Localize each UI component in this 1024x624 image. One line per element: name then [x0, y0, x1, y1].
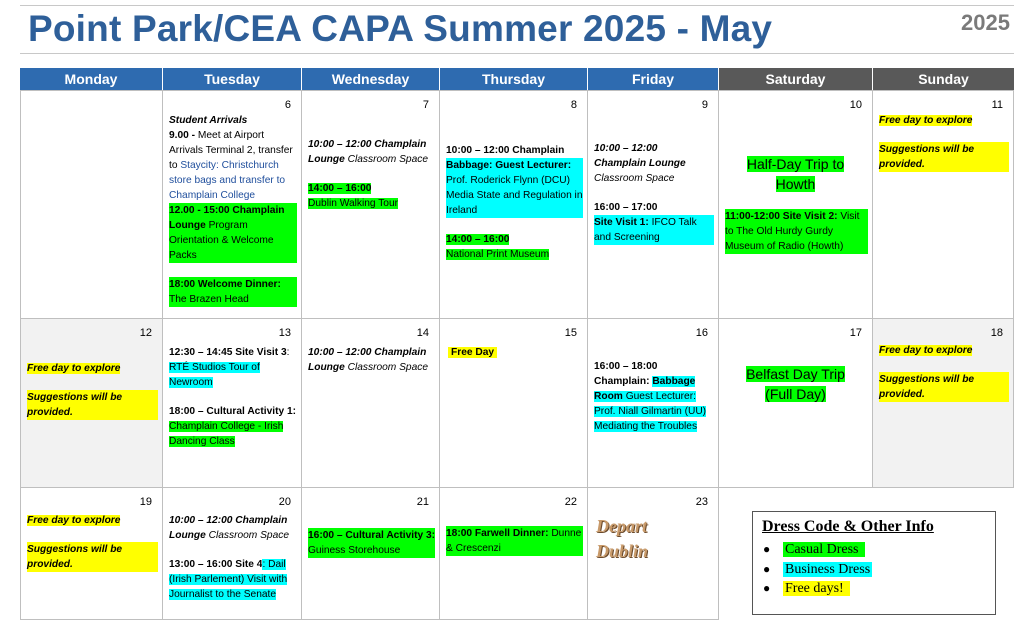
date-number: 18 [990, 327, 1003, 339]
event-text: IFCO Talk and Screening [594, 217, 697, 243]
day-cell-12 [20, 318, 163, 488]
event-text: Dunne & Crescenzi [446, 528, 582, 554]
day-cell-7 [301, 90, 440, 319]
day-events: 16:00 – 18:00 Champlain: Babbage Room Guest Lecturer: Prof. Niall Gilmartin (UU) Mediating the Troubles [594, 359, 714, 434]
suggestions-text: Suggestions will be provided. [879, 142, 1009, 172]
day-cell-23 [587, 487, 719, 620]
day-events [27, 513, 158, 572]
depart-dublin-text: Depart Dublin [596, 516, 649, 561]
day-events [879, 343, 1009, 402]
event-text: Classroom Space [594, 173, 675, 184]
day-cell-15 [439, 318, 588, 488]
event-time: 10:00 – 12:00 Champlain [446, 145, 565, 156]
day-events [308, 528, 435, 558]
event-time: 10:00 – 12:00 [594, 143, 658, 154]
day-header-sunday: Sunday [873, 68, 1014, 90]
bullet-icon: ● [763, 542, 771, 556]
event-text: National Print Museum [446, 249, 550, 260]
date-number: 13 [278, 327, 291, 339]
event-text: Prof. Roderick Flynn (DCU) Media State and Regulation in Ireland [446, 175, 583, 216]
day-cell-16 [587, 318, 719, 488]
list-item: ● Business Dress [763, 561, 871, 577]
event-link[interactable]: Staycity: Christchurch store bags and transfer to Champlain College [169, 160, 286, 201]
date-number: 14 [416, 327, 429, 339]
dress-code-title: Dress Code & Other Info [762, 518, 934, 535]
event-text: Meet at Airport Arrivals Terminal 2, transfer to [169, 130, 293, 171]
day-header-thursday: Thursday [440, 68, 587, 90]
day-events [308, 345, 435, 375]
day-cell-18 [872, 318, 1014, 488]
day-cell-8 [439, 90, 588, 319]
event-time: 9.00 - [169, 130, 196, 141]
event-text: Classroom Space [344, 362, 429, 373]
event-text: Babbage: Guest Lecturer: [446, 160, 572, 171]
event-text: The Brazen Head [169, 294, 249, 305]
date-number: 16 [695, 327, 708, 339]
event-text: Program Orientation & Welcome Packs [169, 220, 274, 261]
date-number: 7 [422, 99, 429, 111]
day-cell-10 [718, 90, 873, 319]
suggestions-text: Suggestions will be provided. [27, 542, 158, 572]
date-number: 10 [849, 99, 862, 111]
day-cell-empty [20, 90, 163, 319]
bullet-icon: ● [763, 561, 771, 576]
trip-title: Belfast Day Trip (Full Day) [746, 366, 845, 402]
event-text: Classroom Space [205, 530, 290, 541]
event-time: 10:00 – 12:00 Champlain Lounge [308, 139, 427, 165]
free-day-text: Free day to explore [879, 345, 973, 356]
day-events [169, 113, 297, 307]
page-title: Point Park/CEA CAPA Summer 2025 - May [28, 8, 773, 49]
event-time: 12:30 – 14:45 Site Visit 3 [169, 347, 287, 358]
day-header-tuesday: Tuesday [163, 68, 301, 90]
event-time: 13:00 – 16:00 Site 4 [169, 559, 263, 570]
event-time: 11:00-12:00 Site Visit 2: [725, 211, 838, 222]
year-label: 2025 [961, 10, 1010, 35]
date-number: 21 [416, 496, 429, 508]
event-text: Site Visit 1: [594, 217, 649, 228]
event-text: Champlain Lounge [594, 158, 686, 169]
event-time: 18:00 Welcome Dinner: [169, 279, 281, 290]
list-item: ● Free days! [763, 579, 872, 599]
date-number: 11 [991, 99, 1003, 111]
dress-code-box [752, 511, 996, 615]
day-cell-6 [162, 90, 302, 319]
day-header-wednesday: Wednesday [302, 68, 439, 90]
trip-title: Half-Day Trip to Howth [746, 156, 845, 192]
event-text: Guiness Storehouse [308, 545, 401, 556]
free-day-text: Free Day [448, 347, 497, 358]
suggestions-text: Suggestions will be provided. [27, 390, 158, 420]
event-time: 12.00 - 15:00 Champlain Lounge [169, 205, 285, 231]
bullet-icon: ● [763, 581, 771, 595]
day-events [594, 141, 714, 245]
event-text: Student Arrivals [169, 115, 248, 126]
date-number: 19 [139, 496, 152, 508]
event-time: 16:00 – 18:00 [594, 361, 658, 372]
day-cell-13 [162, 318, 302, 488]
day-cell-20 [162, 487, 302, 620]
day-events [446, 143, 583, 262]
day-header-monday: Monday [20, 68, 162, 90]
day-cell-19 [20, 487, 163, 620]
free-day-text: Free day to explore [27, 363, 121, 374]
day-cell-9 [587, 90, 719, 319]
day-events [308, 137, 435, 211]
day-events [448, 345, 583, 360]
date-number: 12 [139, 327, 152, 339]
date-number: 6 [284, 99, 291, 111]
date-number: 8 [570, 99, 577, 111]
day-header-saturday: Saturday [719, 68, 872, 90]
top-rule [20, 5, 1014, 6]
event-text: RTÉ Studios Tour of Newroom [169, 362, 260, 388]
dress-code-list [763, 540, 872, 599]
free-day-text: Free day to explore [879, 115, 973, 126]
day-events: 12:30 – 14:45 Site Visit 3: RTÉ Studios Tour of Newroom 18:00 – Cultural Activity 1: Champlain College - Irish Dancing Class [169, 347, 297, 447]
list-item: ● Casual Dress [763, 540, 872, 560]
event-time: 18:00 – Cultural Activity 1: [169, 406, 297, 417]
event-time: 16:00 – Cultural Activity 3: [308, 530, 436, 541]
day-events [27, 361, 158, 420]
event-time: 14:00 – 16:00 [446, 234, 510, 245]
date-number: 20 [278, 496, 291, 508]
day-header-friday: Friday [588, 68, 718, 90]
day-cell-17 [718, 318, 873, 488]
event-time: 18:00 Farwell Dinner: [446, 528, 549, 539]
date-number: 15 [564, 327, 577, 339]
title-rule [20, 53, 1014, 54]
date-number: 22 [564, 496, 577, 508]
day-cell-14 [301, 318, 440, 488]
event-time: 10:00 – 12:00 Champlain Lounge [169, 515, 288, 541]
day-events [169, 513, 297, 602]
event-time: 16:00 – 17:00 [594, 202, 658, 213]
free-day-text: Free day to explore [27, 515, 121, 526]
event-text: Champlain: [594, 376, 650, 387]
day-cell-22 [439, 487, 588, 620]
event-text: Classroom Space [344, 154, 429, 165]
date-number: 23 [695, 496, 708, 508]
day-events [725, 209, 868, 254]
event-text: Visit to The Old Hurdy Gurdy Museum of Radio (Howth) [725, 211, 860, 252]
event-time: 14:00 – 16:00 [308, 183, 372, 194]
event-text: Dublin Walking Tour [308, 198, 399, 209]
day-events [446, 526, 583, 556]
day-events [879, 113, 1009, 172]
date-number: 17 [849, 327, 862, 339]
event-text: Champlain College - Irish Dancing Class [169, 421, 284, 447]
event-text: : Dail (Irish Parlement) Visit with Journalist to the Senate [169, 559, 288, 600]
event-time: 10:00 – 12:00 Champlain Lounge [308, 347, 427, 373]
day-cell-11 [872, 90, 1014, 319]
suggestions-text: Suggestions will be provided. [879, 372, 1009, 402]
day-cell-21 [301, 487, 440, 620]
date-number: 9 [701, 99, 708, 111]
